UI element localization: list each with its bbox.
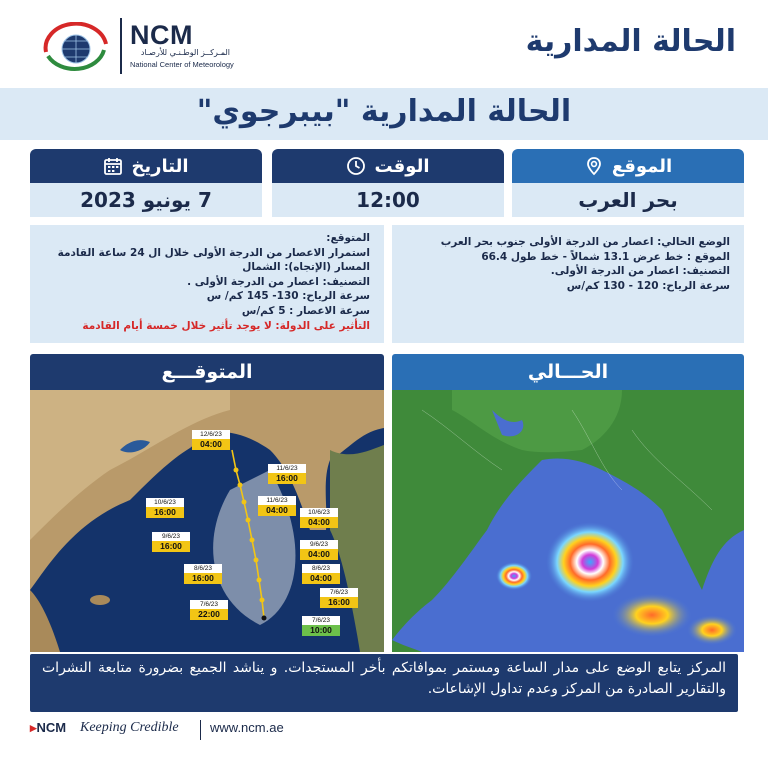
- forecast-track-map: [30, 390, 384, 652]
- logo-abbr: NCM: [130, 20, 193, 50]
- track-label: 9/6/23 04:00: [300, 540, 338, 560]
- track-label: 8/6/23 04:00: [302, 564, 340, 584]
- track-label: 12/6/23 04:00: [192, 430, 230, 450]
- footer-arrow-icon: ▸: [30, 720, 37, 735]
- track-label: 7/6/23 10:00: [302, 616, 340, 636]
- logo-divider: [120, 18, 122, 74]
- current-panel-header: الحـــالي: [392, 354, 744, 390]
- location-value: بحر العرب: [512, 183, 744, 217]
- time-value: 12:00: [272, 183, 504, 217]
- current-info-box: [392, 225, 744, 343]
- calendar-icon: [103, 156, 123, 176]
- footer-url[interactable]: www.ncm.ae: [210, 720, 284, 735]
- track-label: 7/6/23 22:00: [190, 600, 228, 620]
- forecast-track: المسار (الإتجاه): الشمال: [242, 261, 370, 274]
- location-card-header: [512, 149, 744, 183]
- location-label: الموقع: [611, 155, 673, 177]
- header: [0, 0, 768, 88]
- track-label: 8/6/23 16:00: [184, 564, 222, 584]
- track-label: 11/6/23 16:00: [268, 464, 306, 484]
- logo-name-en: National Center of Meteorology: [130, 60, 234, 69]
- track-label: 11/6/23 04:00: [258, 496, 296, 516]
- current-status: الوضع الحالي: اعصار من الدرجة الأولى جنوب بحر العرب: [440, 236, 730, 248]
- storm-title: الحالة المدارية "بيبرجوي": [196, 94, 572, 129]
- forecast-storm-speed: سرعة الاعصار : 5 كم/س: [241, 304, 370, 317]
- location-pin-icon: [584, 156, 604, 176]
- time-label: الوقت: [374, 155, 430, 177]
- current-satellite-map: [392, 390, 744, 652]
- date-label: التاريخ: [131, 155, 189, 177]
- track-label: 10/6/23 16:00: [146, 498, 184, 518]
- track-label: 7/6/23 16:00: [320, 588, 358, 608]
- forecast-wind-speed: سرعة الرياح: 130- 145 كم/ س: [206, 290, 370, 303]
- date-value: 7 يونيو 2023: [30, 183, 262, 217]
- current-wind-speed: سرعة الرياح: 120 - 130 كم/س: [566, 279, 730, 292]
- current-position: الموقع : خط عرض 13.1 شمالاً - خط طول 66.4: [481, 250, 730, 263]
- page-title: الحالة المدارية: [525, 24, 736, 59]
- ncm-logo-icon: [40, 22, 112, 74]
- time-card-header: [272, 149, 504, 183]
- footer-message: المركز يتابع الوضع على مدار الساعة ومستمر بموافاتكم بأخر المستجدات. و يناشد الجميع بضرورة متابعة النشرات والتقارير الصادرة من المركز وعدم تداول الإشاعات.: [30, 654, 738, 712]
- current-classification: التصنيف: اعصار من الدرجة الأولى.: [550, 265, 730, 278]
- footer-tagline: Keeping Credible: [80, 720, 179, 735]
- track-label: 9/6/23 16:00: [152, 532, 190, 552]
- track-label: 10/6/23 04:00: [300, 508, 338, 528]
- forecast-info-box: [30, 225, 384, 343]
- forecast-continuation: استمرار الاعصار من الدرجة الأولى خلال ال 24 ساعة القادمة: [57, 246, 370, 259]
- date-card-header: [30, 149, 262, 183]
- forecast-impact: التأثير على الدولة: لا يوجد تأثير خلال خمسة أيام القادمة: [82, 319, 370, 332]
- logo-name-ar: المـركــز الوطـنـي للأرصـاد: [140, 48, 230, 57]
- clock-icon: [346, 156, 366, 176]
- satellite-image: [392, 390, 744, 652]
- forecast-panel-header: المتوقـــع: [30, 354, 384, 390]
- footer-brand: ▸NCM: [30, 720, 67, 735]
- footer-divider: [200, 720, 201, 740]
- forecast-classification: التصنيف: اعصار من الدرجة الأولى .: [187, 275, 370, 288]
- forecast-heading: المتوقع:: [326, 232, 370, 244]
